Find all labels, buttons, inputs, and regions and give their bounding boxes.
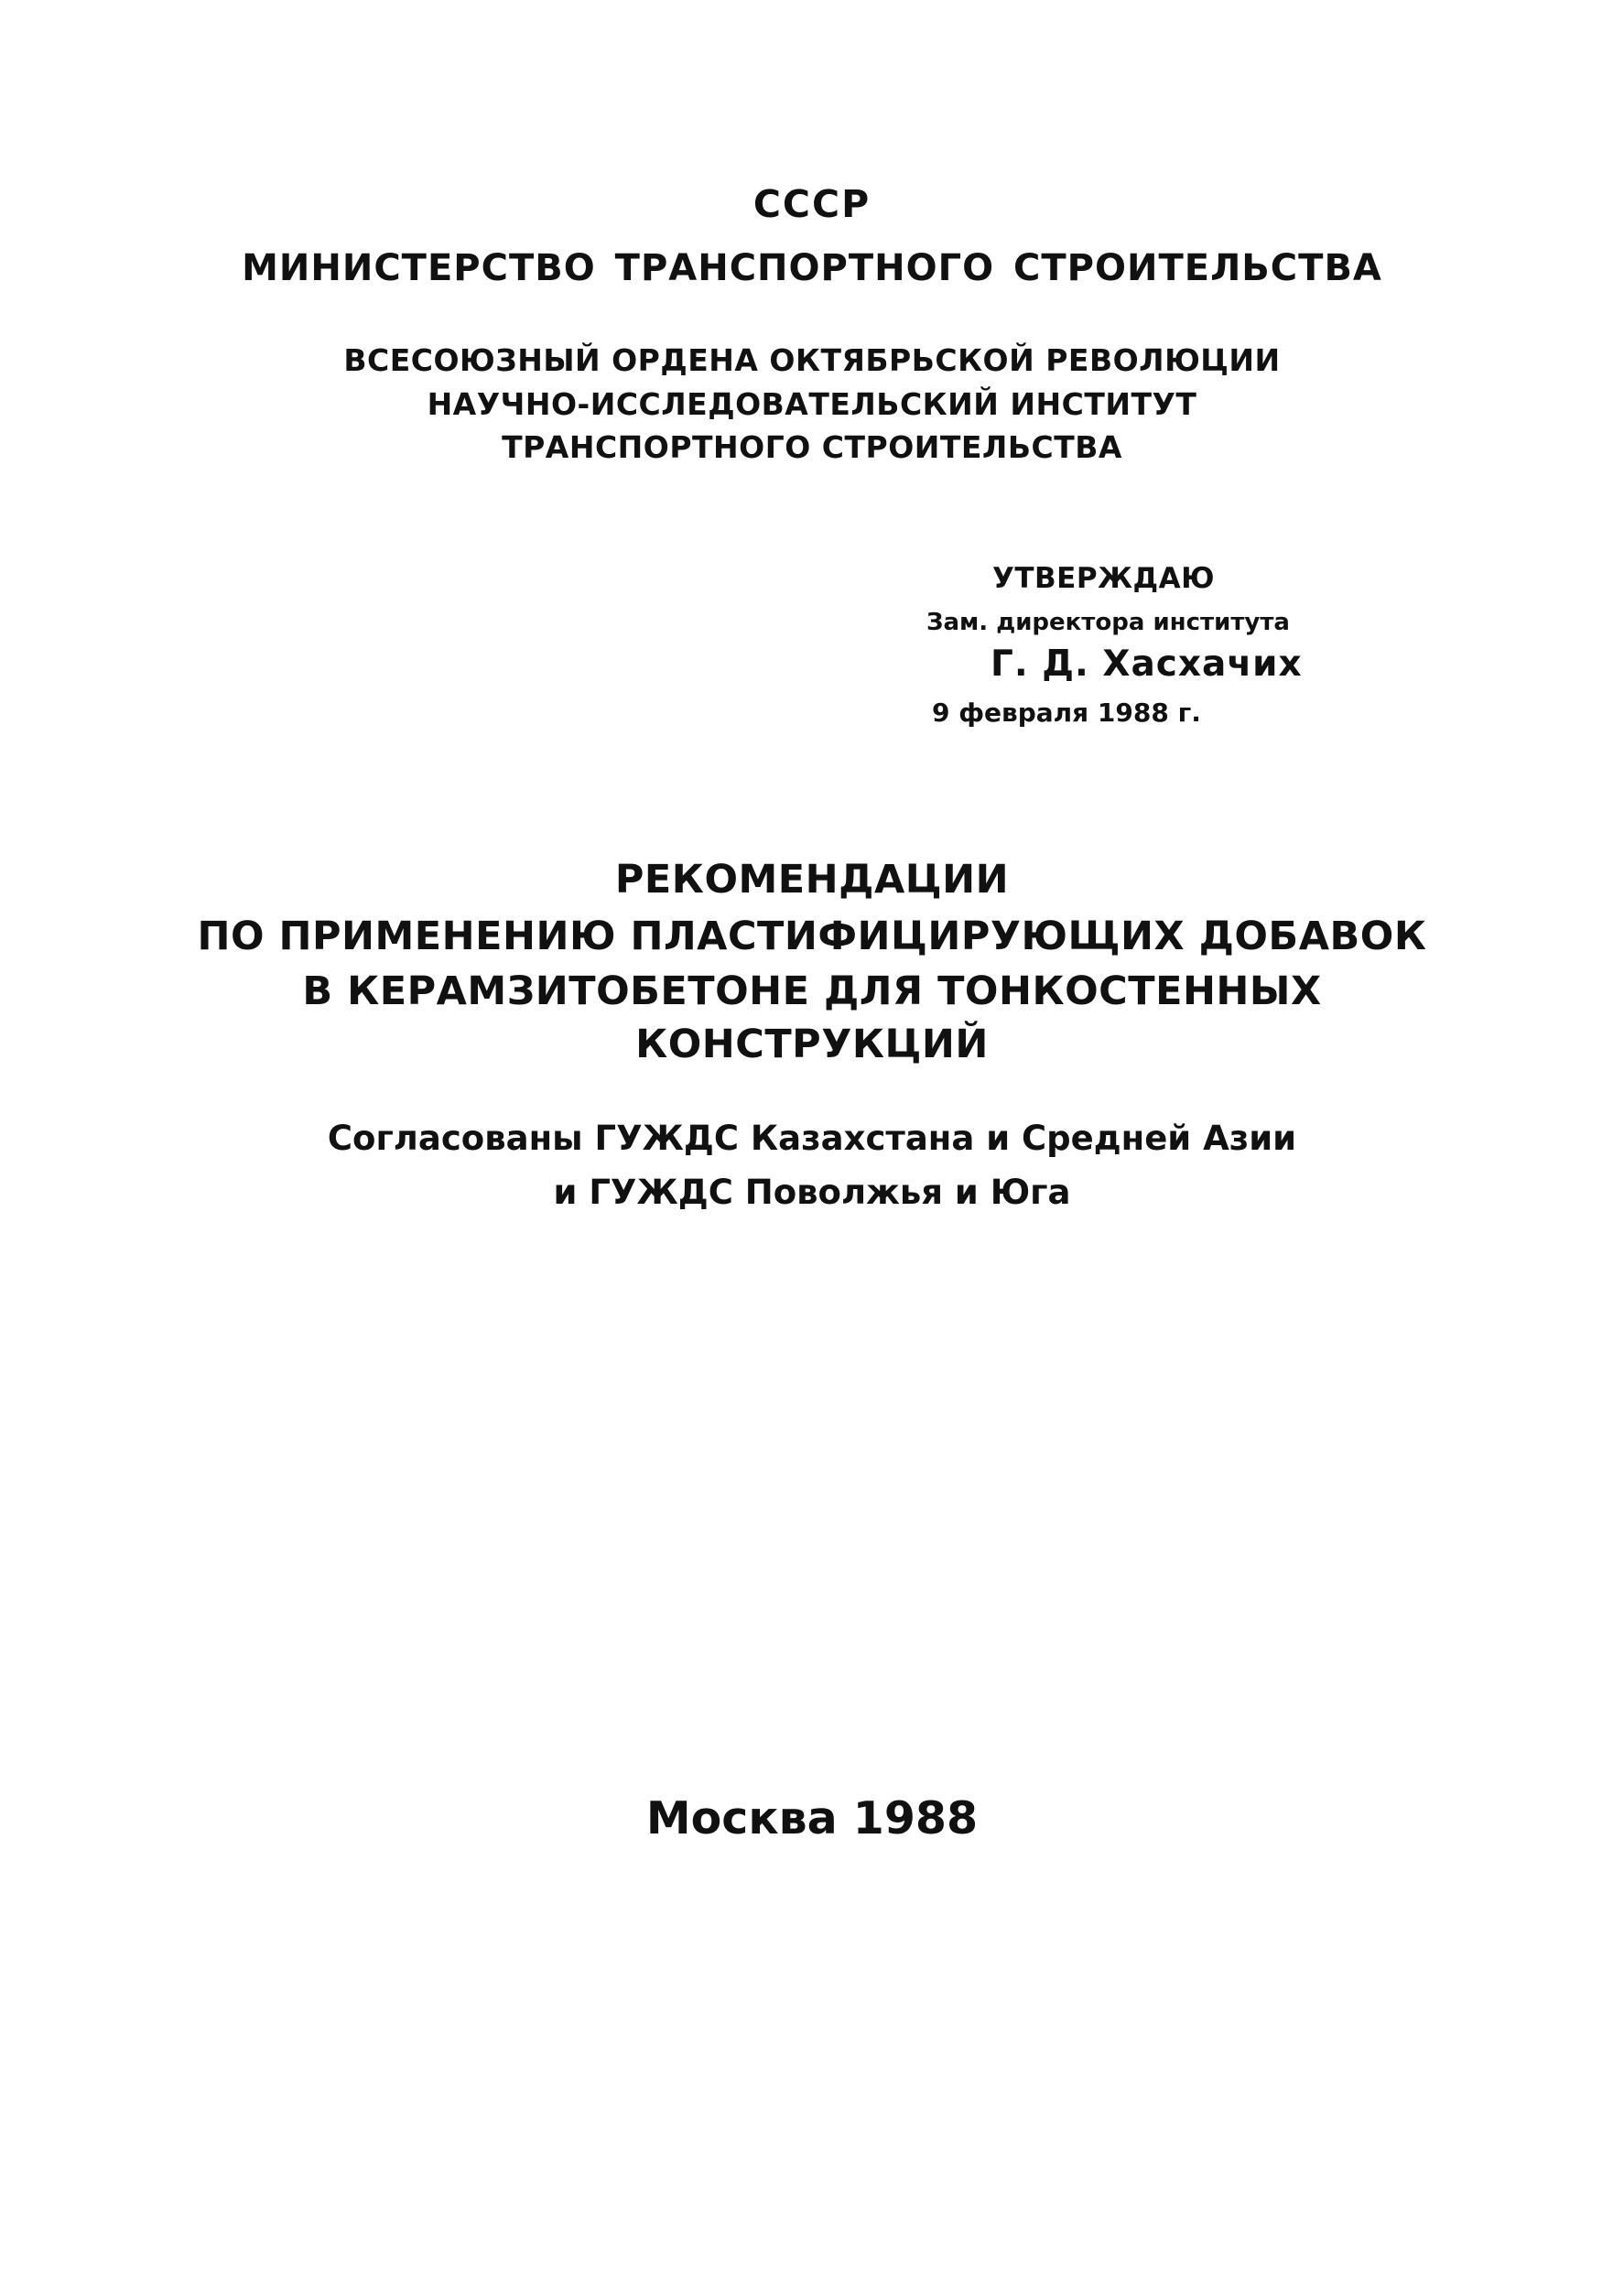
institute-line: ВСЕСОЮЗНЫЙ ОРДЕНА ОКТЯБРЬСКОЙ РЕВОЛЮЦИИ [343, 342, 1281, 378]
agreement-line: Согласованы ГУЖДС Казахстана и Средней Азии [327, 1119, 1297, 1158]
agreement-line: и ГУЖДС Поволжья и Юга [553, 1173, 1071, 1212]
ministry-heading: МИНИСТЕРСТВО ТРАНСПОРТНОГО СТРОИТЕЛЬСТВА [242, 247, 1382, 289]
document-title-line: РЕКОМЕНДАЦИИ [614, 857, 1010, 903]
approval-title: УТВЕРЖДАЮ [992, 562, 1216, 595]
document-title-line: КОНСТРУКЦИЙ [635, 1022, 989, 1067]
approval-date: 9 февраля 1988 г. [932, 698, 1201, 728]
approval-name: Г. Д. Хасхачих [991, 644, 1303, 685]
approval-position: Зам. директора института [926, 609, 1290, 636]
institute-line: НАУЧНО-ИССЛЕДОВАТЕЛЬСКИЙ ИНСТИТУТ [427, 386, 1197, 422]
document-title-line: В КЕРАМЗИТОБЕТОНЕ ДЛЯ ТОНКОСТЕННЫХ [302, 968, 1322, 1014]
document-title-line: ПО ПРИМЕНЕНИЮ ПЛАСТИФИЦИРУЮЩИХ ДОБАВОК [197, 914, 1427, 959]
place-year: Москва 1988 [645, 1792, 979, 1844]
country-heading: СССР [752, 182, 872, 226]
institute-line: ТРАНСПОРТНОГО СТРОИТЕЛЬСТВА [502, 429, 1122, 465]
